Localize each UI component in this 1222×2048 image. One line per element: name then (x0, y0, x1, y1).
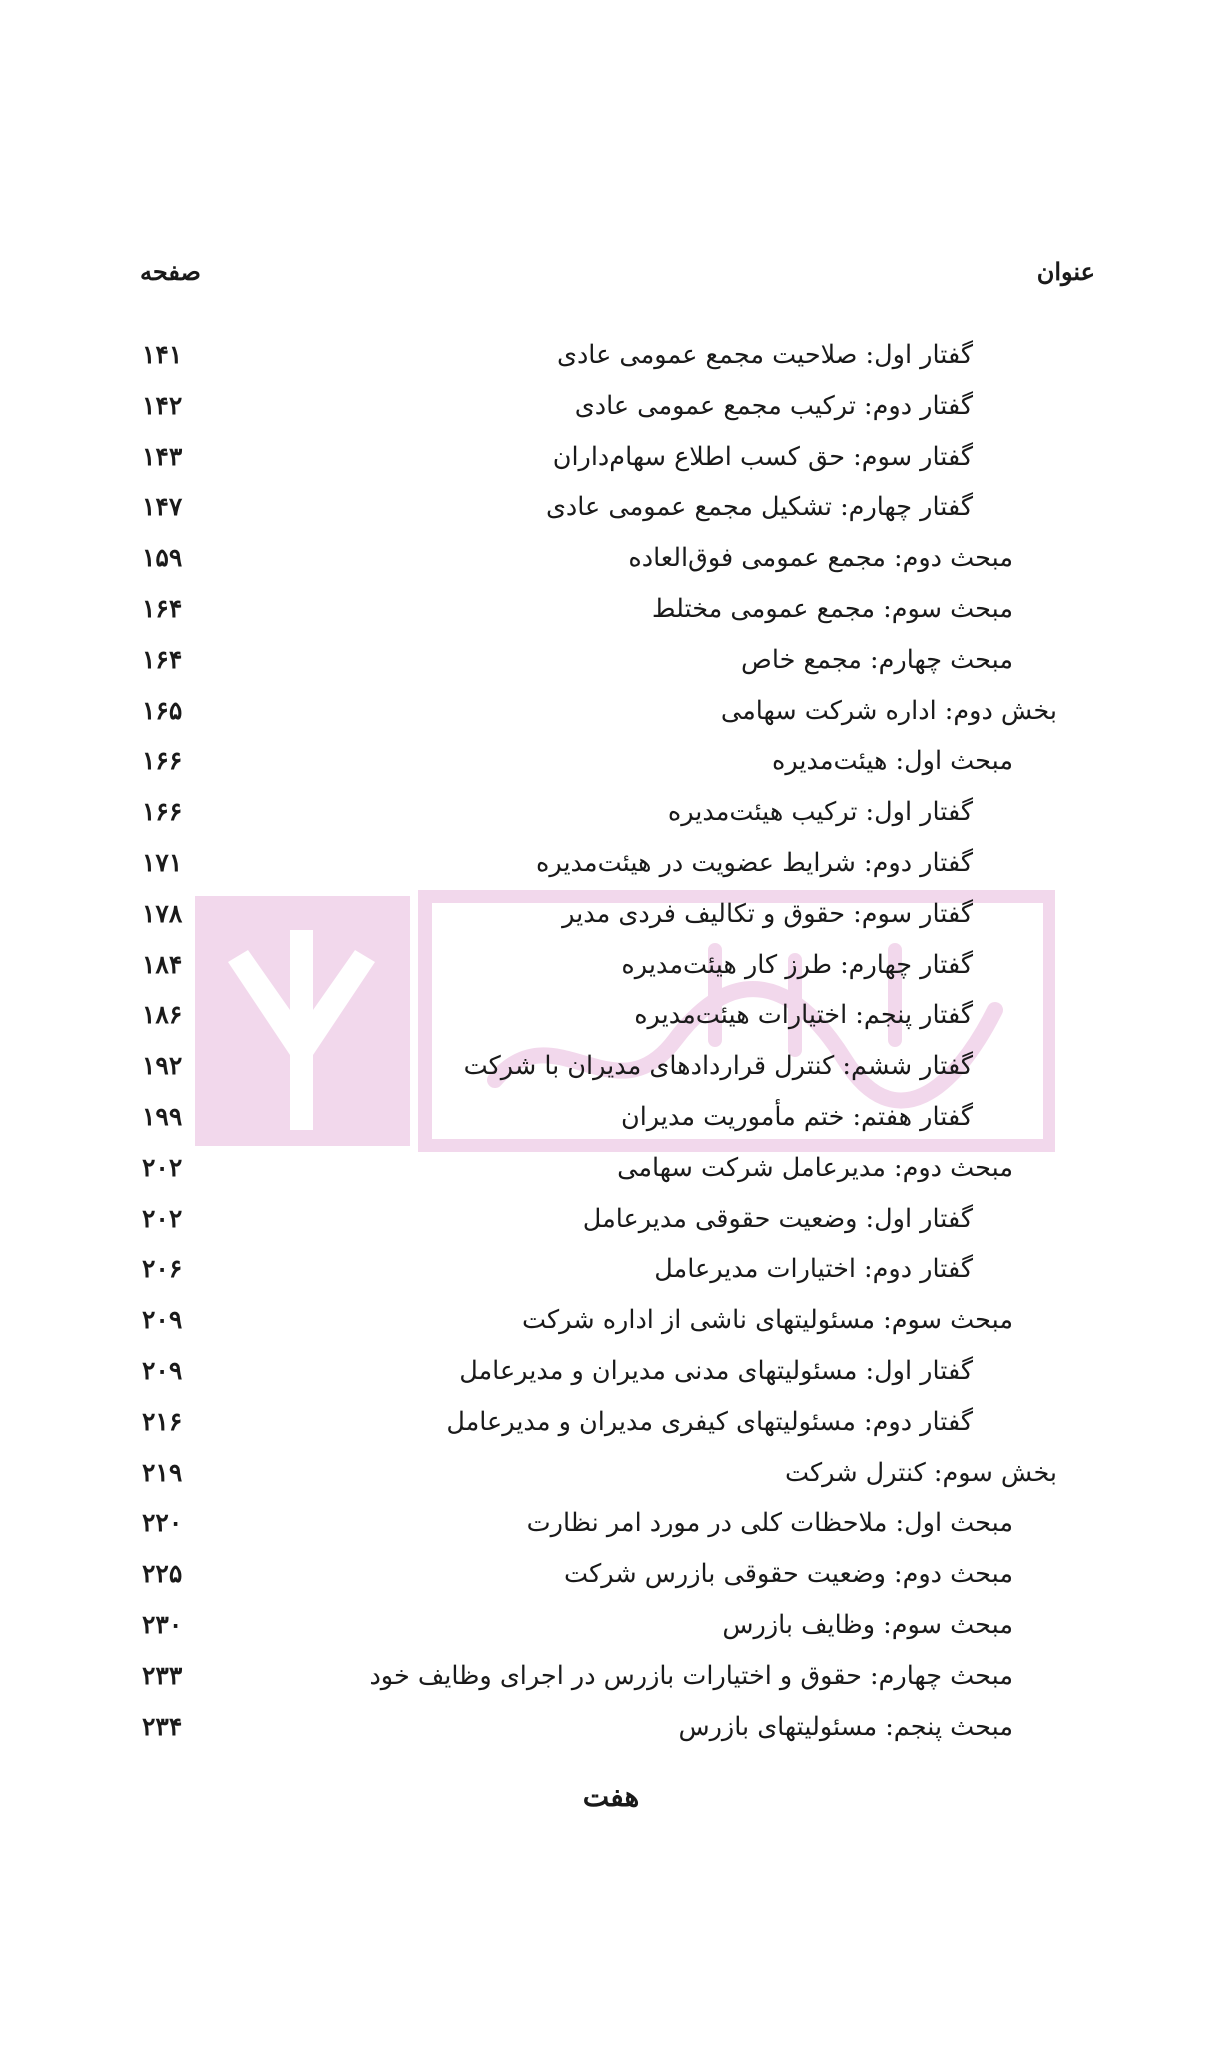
toc-entry-page: ۲۱۹ (142, 1457, 183, 1487)
toc-entry (140, 940, 1095, 991)
toc-entry-title: گفتار اول: مسئولیتهای مدنی مدیران و مدیرعامل (459, 1355, 973, 1386)
toc-entry (140, 1448, 1095, 1499)
toc-entry (140, 533, 1095, 584)
toc-entry (140, 381, 1095, 432)
toc-entry-title: بخش دوم: اداره شرکت سهامی (720, 695, 1057, 726)
toc-entry (140, 1702, 1095, 1753)
toc-entry-title: گفتار ششم: کنترل قراردادهای مدیران با شرکت (463, 1051, 973, 1082)
toc-entry-title: مبحث اول: ملاحظات کلی در مورد امر نظارت (526, 1508, 1013, 1539)
toc-entry-title: بخش سوم: کنترل شرکت (784, 1457, 1057, 1488)
toc-entry (140, 584, 1095, 635)
toc-entry-page: ۱۶۶ (142, 797, 183, 827)
toc-entry (140, 635, 1095, 686)
toc-entry (140, 838, 1095, 889)
toc-entry-page: ۱۶۵ (142, 695, 183, 725)
toc-entry-page: ۱۸۶ (142, 1000, 183, 1030)
toc-entry-title: گفتار اول: ترکیب هیئت‌مدیره (667, 797, 973, 828)
column-title-label: عنوان (1036, 257, 1095, 286)
table-of-contents (140, 330, 1095, 1752)
toc-entry-title: گفتار اول: وضعیت حقوقی مدیرعامل (582, 1203, 973, 1234)
toc-entry-page: ۱۶۴ (142, 593, 183, 623)
toc-entry-title: گفتار سوم: حقوق و تکالیف فردی مدیر (562, 898, 973, 929)
toc-entry-page: ۱۴۲ (142, 390, 183, 420)
toc-entry (140, 787, 1095, 838)
toc-entry-page: ۱۴۱ (142, 340, 183, 369)
toc-header (140, 252, 1095, 292)
toc-entry (140, 1397, 1095, 1448)
column-page-label: صفحه (140, 257, 201, 286)
toc-entry-title: مبحث پنجم: مسئولیتهای بازرس (678, 1711, 1013, 1742)
toc-entry (140, 1143, 1095, 1194)
toc-entry-title: گفتار سوم: حق کسب اطلاع سهام‌داران (552, 441, 973, 472)
toc-entry (140, 432, 1095, 483)
toc-entry-page: ۱۴۷ (142, 492, 183, 522)
toc-entry (140, 1041, 1095, 1092)
toc-entry (140, 330, 1095, 381)
toc-entry (140, 1194, 1095, 1245)
toc-entry (140, 1498, 1095, 1549)
toc-entry-title: گفتار دوم: اختیارات مدیرعامل (654, 1254, 973, 1285)
toc-entry-page: ۱۷۸ (142, 898, 183, 928)
toc-entry-title: مبحث اول: هیئت‌مدیره (771, 746, 1013, 777)
toc-entry-title: گفتار چهارم: طرز کار هیئت‌مدیره (621, 949, 973, 980)
toc-entry-page: ۱۴۳ (142, 441, 183, 471)
toc-entry-title: گفتار پنجم: اختیارات هیئت‌مدیره (634, 1000, 973, 1031)
toc-entry-title: مبحث چهارم: حقوق و اختیارات بازرس در اجرای وظایف خود (369, 1660, 1013, 1691)
toc-entry-page: ۲۳۰ (142, 1609, 183, 1639)
toc-entry (140, 1346, 1095, 1397)
toc-entry-title: گفتار هفتم: ختم مأموریت مدیران (620, 1101, 973, 1132)
toc-entry-page: ۱۹۹ (142, 1101, 183, 1131)
toc-entry-page: ۲۰۹ (142, 1355, 183, 1385)
toc-entry (140, 1244, 1095, 1295)
toc-entry-page: ۲۰۹ (142, 1305, 183, 1335)
toc-entry (140, 1295, 1095, 1346)
toc-entry-page: ۲۰۲ (142, 1152, 183, 1182)
toc-entry (140, 736, 1095, 787)
page-number-footer: هفت (582, 1780, 640, 1813)
toc-entry-title: مبحث سوم: مجمع عمومی مختلط (651, 593, 1013, 624)
toc-entry (140, 990, 1095, 1041)
toc-entry-title: گفتار دوم: شرایط عضویت در هیئت‌مدیره (536, 847, 973, 878)
toc-entry (140, 1600, 1095, 1651)
toc-entry (140, 482, 1095, 533)
toc-entry-title: مبحث سوم: وظایف بازرس (722, 1609, 1013, 1640)
toc-entry-page: ۱۸۴ (142, 949, 183, 979)
toc-entry-page: ۲۰۲ (142, 1203, 183, 1233)
toc-entry-title: مبحث دوم: مجمع عمومی فوق‌العاده (628, 543, 1013, 574)
toc-entry (140, 889, 1095, 940)
toc-entry-title: گفتار دوم: مسئولیتهای کیفری مدیران و مدیرعامل (446, 1406, 973, 1437)
toc-entry-page: ۲۳۴ (142, 1711, 183, 1741)
toc-entry-page: ۱۷۱ (142, 847, 183, 877)
toc-entry-page: ۲۲۵ (142, 1559, 183, 1589)
toc-entry (140, 1651, 1095, 1702)
toc-entry (140, 1549, 1095, 1600)
toc-entry-title: گفتار اول: صلاحیت مجمع عمومی عادی (556, 340, 973, 370)
toc-entry-page: ۱۵۹ (142, 543, 183, 573)
toc-entry-page: ۲۰۶ (142, 1254, 183, 1284)
toc-entry-title: گفتار دوم: ترکیب مجمع عمومی عادی (574, 390, 973, 421)
toc-entry-page: ۱۶۴ (142, 644, 183, 674)
toc-entry (140, 1092, 1095, 1143)
toc-entry-page: ۲۱۶ (142, 1406, 183, 1436)
toc-entry-title: مبحث دوم: وضعیت حقوقی بازرس شرکت (564, 1559, 1013, 1590)
toc-entry-page: ۲۲۰ (142, 1508, 183, 1538)
toc-entry-title: مبحث دوم: مدیرعامل شرکت سهامی (617, 1152, 1013, 1183)
toc-entry-page: ۲۳۳ (142, 1660, 183, 1690)
toc-entry-title: مبحث سوم: مسئولیتهای ناشی از اداره شرکت (521, 1305, 1013, 1336)
toc-entry-title: گفتار چهارم: تشکیل مجمع عمومی عادی (545, 492, 973, 523)
toc-entry-title: مبحث چهارم: مجمع خاص (741, 644, 1013, 675)
toc-entry (140, 686, 1095, 737)
toc-entry-page: ۱۶۶ (142, 746, 183, 776)
toc-entry-page: ۱۹۲ (142, 1051, 183, 1081)
